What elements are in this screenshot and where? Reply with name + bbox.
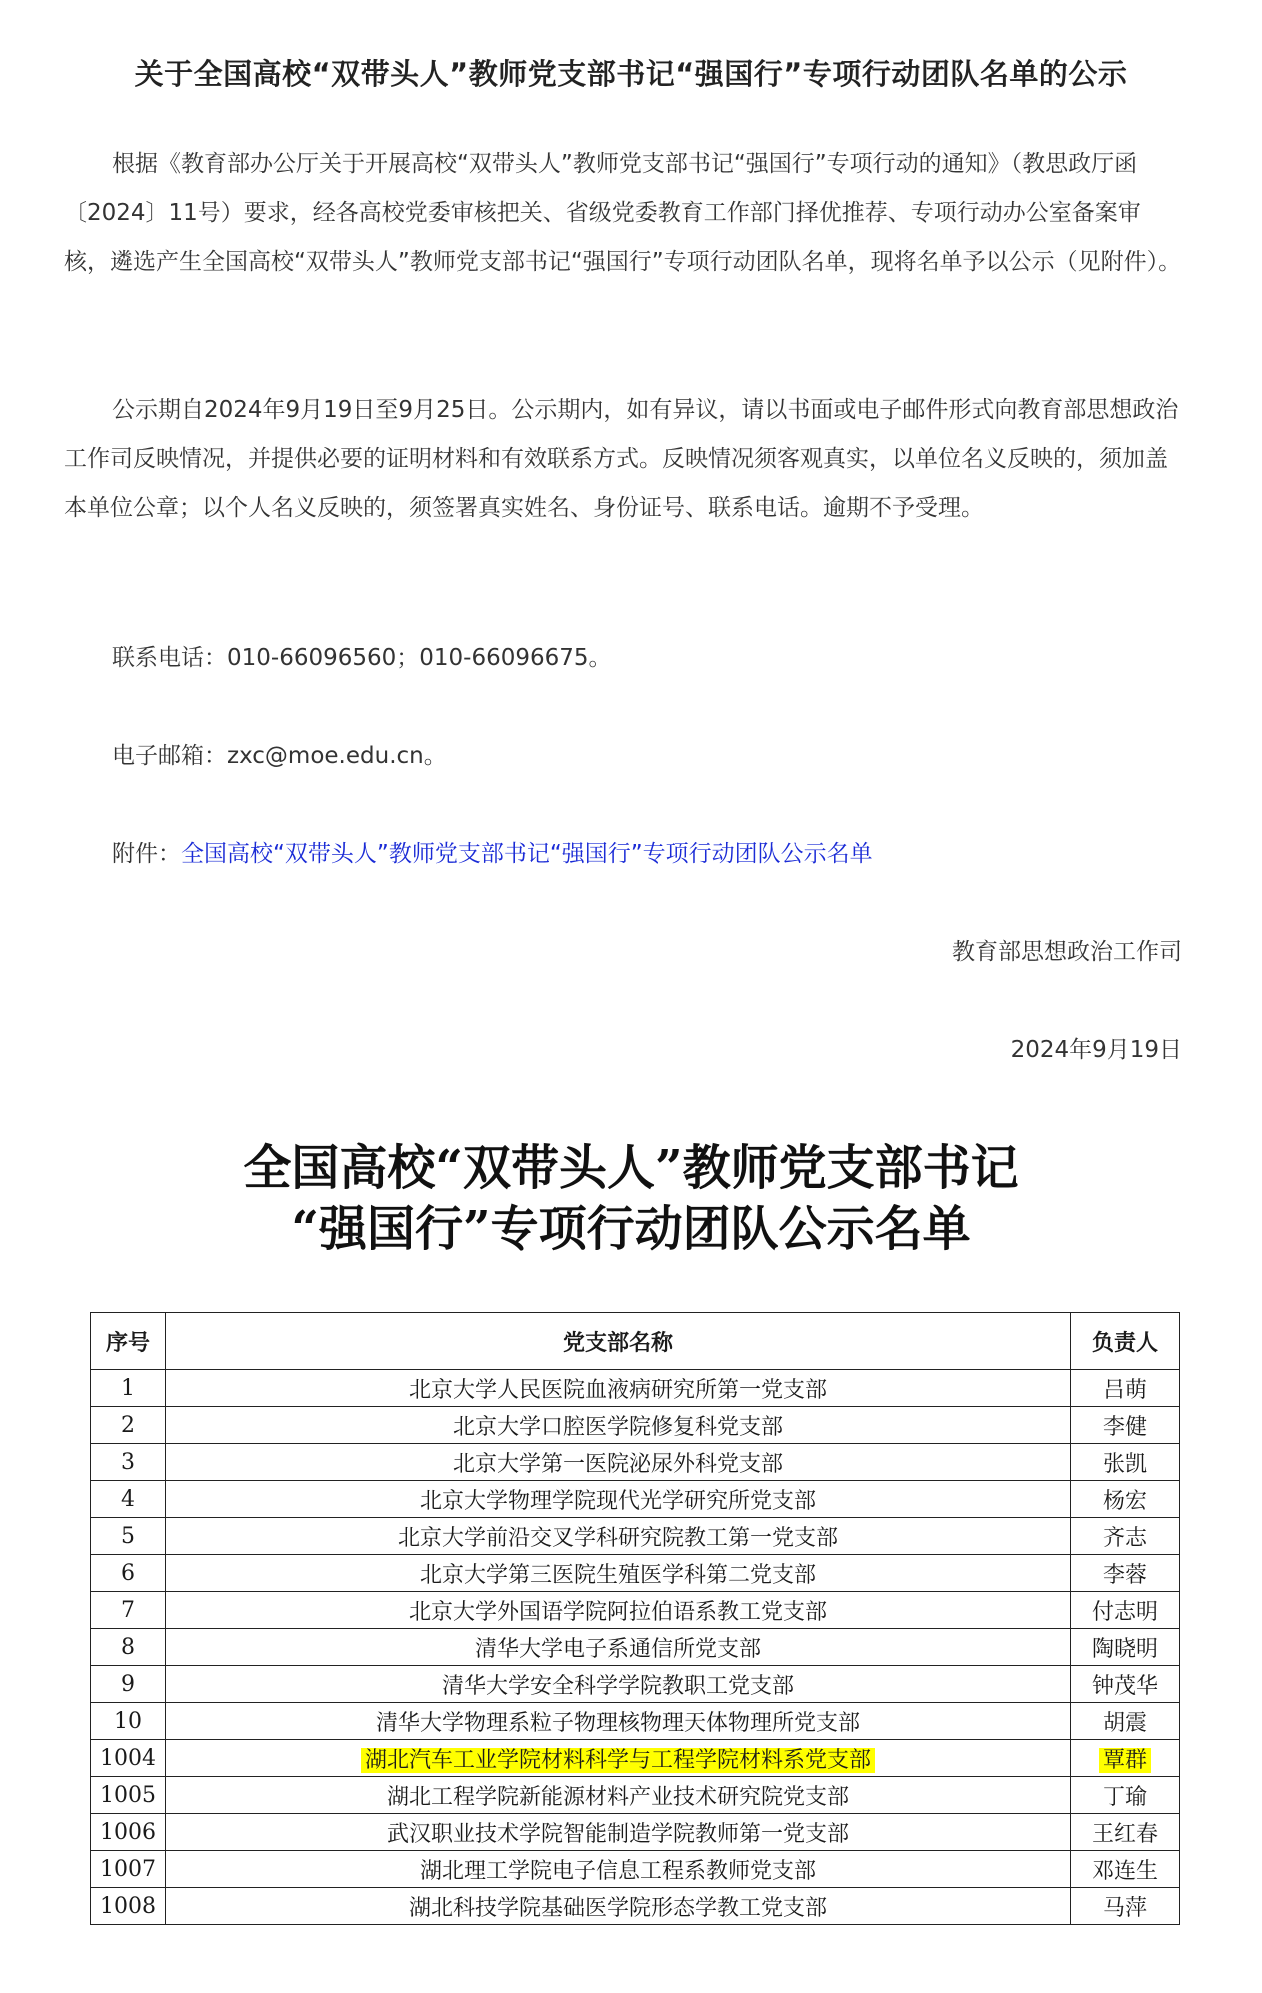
- row-branch-name: 湖北理工学院电子信息工程系教师党支部: [166, 1851, 1071, 1888]
- row-branch-name: 北京大学第一医院泌尿外科党支部: [166, 1444, 1071, 1481]
- row-leader: 丁瑜: [1071, 1777, 1180, 1814]
- table-header-row: [91, 1313, 1180, 1370]
- row-leader: 陶晓明: [1071, 1629, 1180, 1666]
- row-leader: 李健: [1071, 1407, 1180, 1444]
- table-row: [91, 1444, 1180, 1481]
- row-leader: 王红春: [1071, 1814, 1180, 1851]
- signature-date: 2024年9月19日: [1010, 1037, 1182, 1063]
- table-row: [91, 1555, 1180, 1592]
- table-row: [91, 1370, 1180, 1407]
- row-leader: 付志明: [1071, 1592, 1180, 1629]
- row-branch-name: 清华大学物理系粒子物理核物理天体物理所党支部: [166, 1703, 1071, 1740]
- row-branch-name: 北京大学人民医院血液病研究所第一党支部: [166, 1370, 1071, 1407]
- row-branch-cell: [166, 1740, 1071, 1777]
- row-leader-highlighted: 覃群: [1099, 1748, 1151, 1773]
- attachment-line: [112, 839, 873, 869]
- row-leader: 钟茂华: [1071, 1666, 1180, 1703]
- notice-title: 关于全国高校“双带头人”教师党支部书记“强国行”专项行动团队名单的公示: [134, 57, 1128, 91]
- row-leader: 胡震: [1071, 1703, 1180, 1740]
- row-number: 1005: [91, 1777, 166, 1814]
- table-row: [91, 1407, 1180, 1444]
- table-row: [91, 1777, 1180, 1814]
- row-branch-name: 湖北工程学院新能源材料产业技术研究院党支部: [166, 1777, 1071, 1814]
- row-number: 1006: [91, 1814, 166, 1851]
- row-branch-name: 北京大学第三医院生殖医学科第二党支部: [166, 1555, 1071, 1592]
- row-leader-cell: [1071, 1740, 1180, 1777]
- row-number: 5: [91, 1518, 166, 1555]
- table-row: [91, 1703, 1180, 1740]
- header-leader: 负责人: [1071, 1313, 1180, 1370]
- row-number: 3: [91, 1444, 166, 1481]
- row-number: 4: [91, 1481, 166, 1518]
- table-row: [91, 1814, 1180, 1851]
- row-number: 6: [91, 1555, 166, 1592]
- row-number: 1008: [91, 1888, 166, 1925]
- table-row: [91, 1740, 1180, 1777]
- row-leader: 马萍: [1071, 1888, 1180, 1925]
- contact-phone: 联系电话：010-66096560；010-66096675。: [112, 645, 612, 671]
- row-leader: 李蓉: [1071, 1555, 1180, 1592]
- table-row: [91, 1518, 1180, 1555]
- row-number: 1: [91, 1370, 166, 1407]
- table-body: [91, 1370, 1180, 1925]
- list-title-line1: 全国高校“双带头人”教师党支部书记: [243, 1140, 1019, 1196]
- table-row: [91, 1629, 1180, 1666]
- row-number: 2: [91, 1407, 166, 1444]
- attachment-label: 附件：: [112, 841, 181, 867]
- row-branch-name-highlighted: 湖北汽车工业学院材料科学与工程学院材料系党支部: [361, 1748, 875, 1773]
- row-branch-name: 清华大学安全科学学院教职工党支部: [166, 1666, 1071, 1703]
- row-number: 9: [91, 1666, 166, 1703]
- list-title-line2: “强国行”专项行动团队公示名单: [291, 1201, 971, 1257]
- row-number: 8: [91, 1629, 166, 1666]
- table-row: [91, 1592, 1180, 1629]
- table-row: [91, 1851, 1180, 1888]
- attachment-link[interactable]: 全国高校“双带头人”教师党支部书记“强国行”专项行动团队公示名单: [181, 841, 873, 867]
- row-branch-name: 湖北科技学院基础医学院形态学教工党支部: [166, 1888, 1071, 1925]
- table-row: [91, 1888, 1180, 1925]
- row-number: 10: [91, 1703, 166, 1740]
- notice-paragraph-basis: 根据《教育部办公厅关于开展高校“双带头人”教师党支部书记“强国行”专项行动的通知》（教思政厅函〔2024〕11号）要求，经各高校党委审核把关、省级党委教育工作部门择优推荐、专项行动办公室备案审核，遴选产生全国高校“双带头人”教师党支部书记“强国行”专项行动团队名单，现将名单予以公示（见附件）。: [64, 151, 1182, 275]
- row-branch-name: 北京大学前沿交叉学科研究院教工第一党支部: [166, 1518, 1071, 1555]
- signature-department: 教育部思想政治工作司: [952, 939, 1182, 965]
- row-leader: 邓连生: [1071, 1851, 1180, 1888]
- contact-email: 电子邮箱：zxc@moe.edu.cn。: [112, 743, 447, 769]
- row-branch-name: 清华大学电子系通信所党支部: [166, 1629, 1071, 1666]
- row-number: 1004: [91, 1740, 166, 1777]
- row-branch-name: 北京大学外国语学院阿拉伯语系教工党支部: [166, 1592, 1071, 1629]
- row-branch-name: 北京大学口腔医学院修复科党支部: [166, 1407, 1071, 1444]
- header-branch: 党支部名称: [166, 1313, 1071, 1370]
- row-leader: 张凯: [1071, 1444, 1180, 1481]
- table-row: [91, 1666, 1180, 1703]
- notice-paragraph-period: 公示期自2024年9月19日至9月25日。公示期内，如有异议，请以书面或电子邮件形式向教育部思想政治工作司反映情况，并提供必要的证明材料和有效联系方式。反映情况须客观真实，以单位名义反映的，须加盖本单位公章；以个人名义反映的，须签署真实姓名、身份证号、联系电话。逾期不予受理。: [64, 397, 1179, 521]
- row-branch-name: 北京大学物理学院现代光学研究所党支部: [166, 1481, 1071, 1518]
- row-number: 1007: [91, 1851, 166, 1888]
- team-list-table: [90, 1312, 1180, 1925]
- row-number: 7: [91, 1592, 166, 1629]
- row-leader: 吕萌: [1071, 1370, 1180, 1407]
- table-row: [91, 1481, 1180, 1518]
- row-leader: 齐志: [1071, 1518, 1180, 1555]
- header-number: 序号: [91, 1313, 166, 1370]
- row-leader: 杨宏: [1071, 1481, 1180, 1518]
- row-branch-name: 武汉职业技术学院智能制造学院教师第一党支部: [166, 1814, 1071, 1851]
